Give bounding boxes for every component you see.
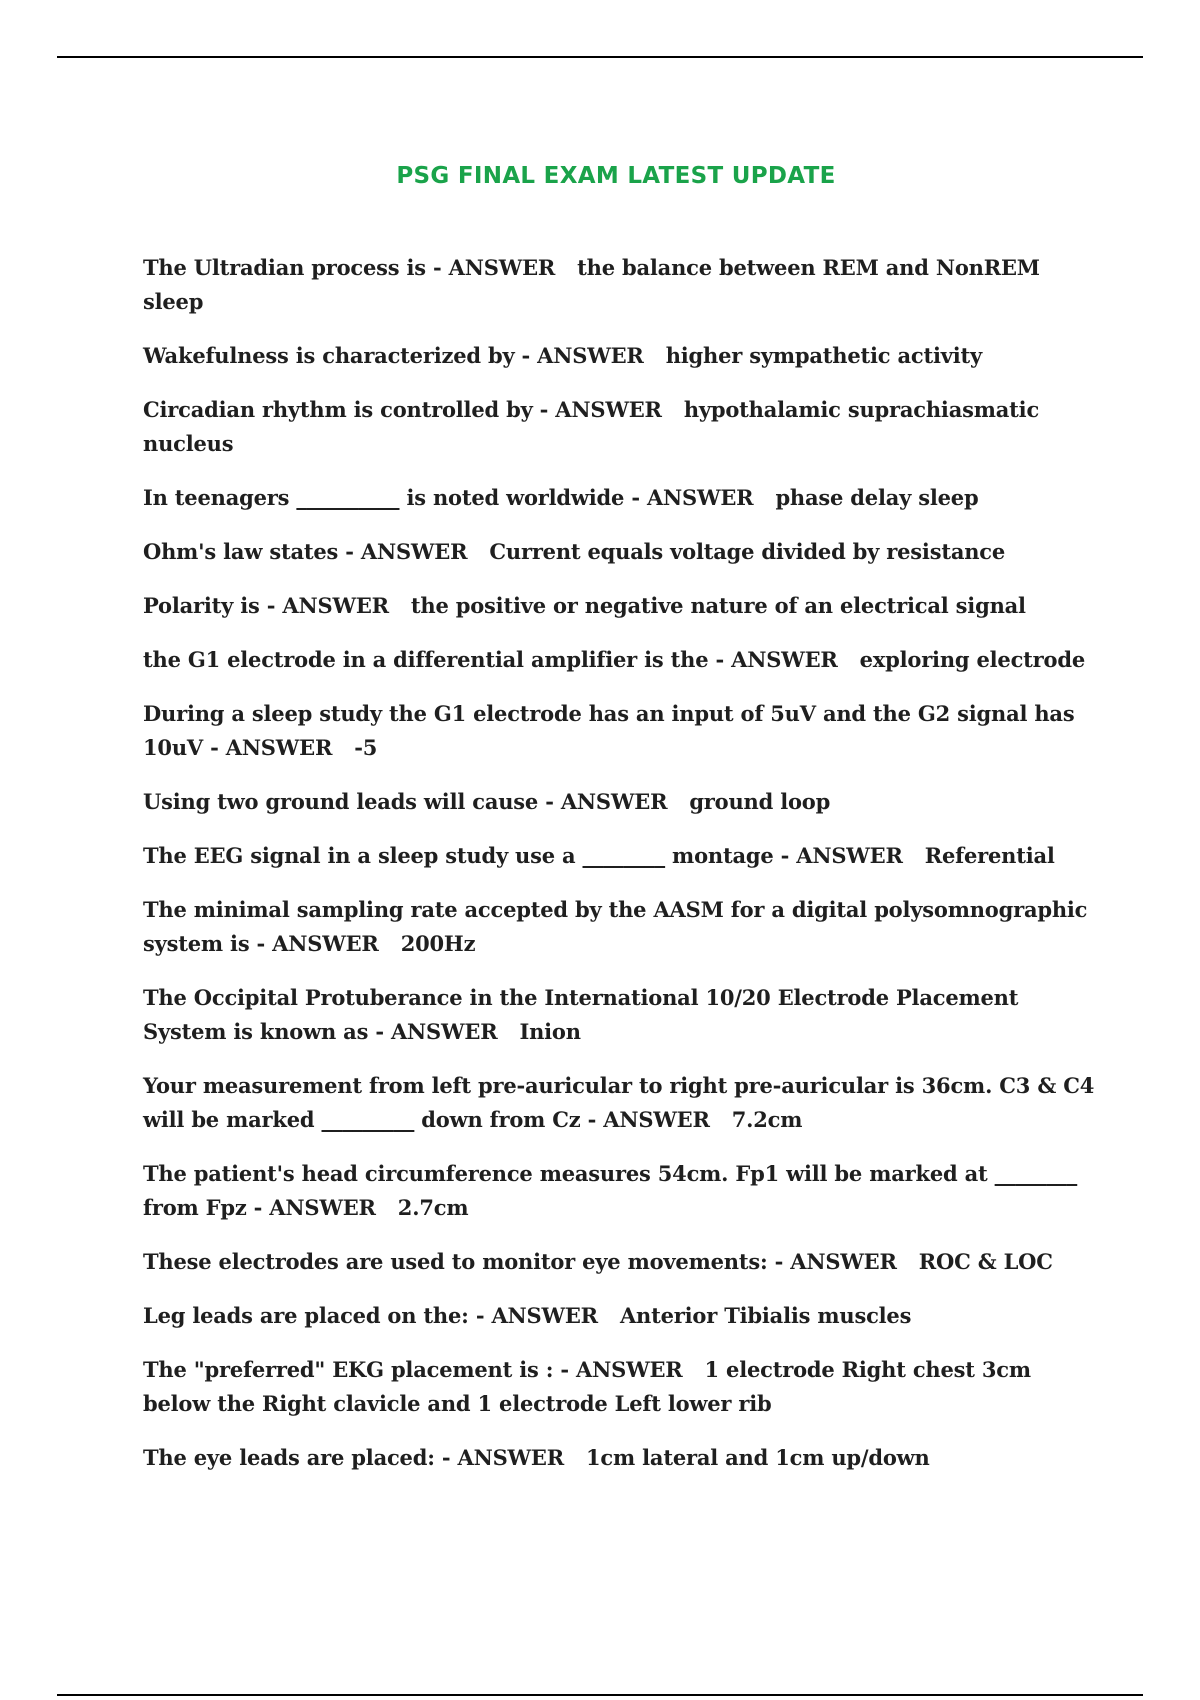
qa-item	[143, 535, 1103, 569]
question-text: The Occipital Protuberance in the International 10/20 Electrode Placement System is known as - ANSWER	[143, 985, 1019, 1044]
answer-text: exploring electrode	[859, 647, 1085, 672]
question-text: Circadian rhythm is controlled by - ANSWER	[143, 397, 662, 422]
qa-item	[143, 589, 1103, 623]
document-title: PSG FINAL EXAM LATEST UPDATE	[396, 163, 836, 190]
qa-item	[143, 481, 1103, 515]
answer-text: Referential	[924, 843, 1055, 868]
question-text: The patient's head circumference measures 54cm. Fp1 will be marked at ________ from Fpz - ANSWER	[143, 1161, 1078, 1220]
qa-item	[143, 839, 1103, 873]
qa-item	[143, 785, 1103, 819]
qa-item	[143, 251, 1103, 319]
qa-item	[143, 893, 1103, 961]
answer-text: 1cm lateral and 1cm up/down	[586, 1445, 930, 1470]
question-text: The "preferred" EKG placement is : - ANSWER	[143, 1357, 683, 1382]
qa-item	[143, 643, 1103, 677]
answer-text: 7.2cm	[731, 1107, 803, 1132]
question-text: Leg leads are placed on the: - ANSWER	[143, 1303, 598, 1328]
answer-text: the positive or negative nature of an electrical signal	[410, 593, 1026, 618]
bottom-page-rule	[57, 1694, 1143, 1696]
question-text: The EEG signal in a sleep study use a ________ montage - ANSWER	[143, 843, 903, 868]
qa-item	[143, 1353, 1103, 1421]
question-text: Using two ground leads will cause - ANSWER	[143, 789, 668, 814]
answer-text: higher sympathetic activity	[665, 343, 983, 368]
question-text: In teenagers __________ is noted worldwide - ANSWER	[143, 485, 754, 510]
answer-text: -5	[354, 735, 378, 760]
qa-item	[143, 339, 1103, 373]
question-text: The minimal sampling rate accepted by the AASM for a digital polysomnographic system is - ANSWER	[143, 897, 1088, 956]
qa-item	[143, 981, 1103, 1049]
qa-item	[143, 393, 1103, 461]
answer-text: Anterior Tibialis muscles	[619, 1303, 912, 1328]
question-text: Wakefulness is characterized by - ANSWER	[143, 343, 644, 368]
question-answer-list	[143, 251, 1103, 1495]
answer-text: 1 electrode Right chest 3cm below the Right clavicle and 1 electrode Left lower rib	[143, 1357, 1031, 1416]
answer-text: Inion	[519, 1019, 581, 1044]
question-text: the G1 electrode in a differential amplifier is the - ANSWER	[143, 647, 838, 672]
answer-text: ground loop	[689, 789, 831, 814]
top-page-rule	[57, 56, 1143, 58]
question-text: Ohm's law states - ANSWER	[143, 539, 468, 564]
answer-text: 200Hz	[400, 931, 476, 956]
answer-text: hypothalamic suprachiasmatic nucleus	[143, 397, 1040, 456]
question-text: The Ultradian process is - ANSWER	[143, 255, 556, 280]
question-text: These electrodes are used to monitor eye movements: - ANSWER	[143, 1249, 897, 1274]
question-text: Polarity is - ANSWER	[143, 593, 389, 618]
answer-text: Current equals voltage divided by resistance	[489, 539, 1006, 564]
question-text: Your measurement from left pre-auricular to right pre-auricular is 36cm. C3 & C4 will be marked _________ down from Cz - ANSWER	[143, 1073, 1095, 1132]
qa-item	[143, 1157, 1103, 1225]
qa-item	[143, 1441, 1103, 1475]
qa-item	[143, 697, 1103, 765]
qa-item	[143, 1299, 1103, 1333]
qa-item	[143, 1245, 1103, 1279]
answer-text: ROC & LOC	[918, 1249, 1053, 1274]
question-text: The eye leads are placed: - ANSWER	[143, 1445, 564, 1470]
answer-text: the balance between REM and NonREM sleep	[143, 255, 1040, 314]
answer-text: phase delay sleep	[775, 485, 979, 510]
question-text: During a sleep study the G1 electrode has an input of 5uV and the G2 signal has 10uV - ANSWER	[143, 701, 1075, 760]
answer-text: 2.7cm	[397, 1195, 469, 1220]
qa-item	[143, 1069, 1103, 1137]
